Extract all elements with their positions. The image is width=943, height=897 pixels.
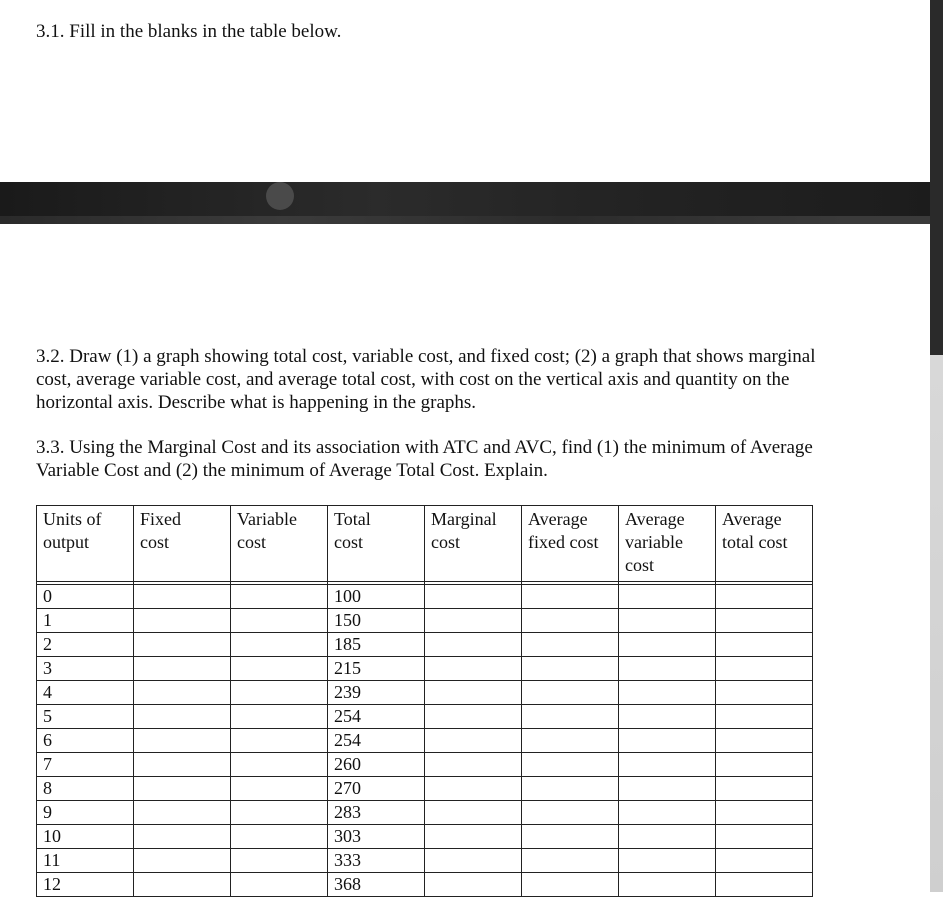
fixed-cost-cell: [134, 777, 231, 801]
variable-cost-cell: [231, 825, 328, 849]
total-cost-cell: 303: [328, 825, 425, 849]
marginal-cost-cell: [425, 873, 522, 897]
fixed-cost-cell: [134, 849, 231, 873]
average-fixed-cost-cell: [522, 873, 619, 897]
marginal-cost-cell: [425, 681, 522, 705]
table-row: [37, 729, 813, 753]
fixed-cost-cell: [134, 657, 231, 681]
units-cell: 9: [37, 801, 134, 825]
marginal-cost-cell: [425, 585, 522, 609]
header-marginal-cost: Marginal cost: [425, 506, 522, 582]
average-variable-cost-cell: [619, 657, 716, 681]
average-variable-cost-cell: [619, 873, 716, 897]
units-cell: 7: [37, 753, 134, 777]
banner-lower-edge: [0, 216, 943, 224]
units-cell: 0: [37, 585, 134, 609]
average-total-cost-cell: [716, 633, 813, 657]
fixed-cost-cell: [134, 705, 231, 729]
units-cell: 1: [37, 609, 134, 633]
header-fixed-cost: Fixed cost: [134, 506, 231, 582]
average-variable-cost-cell: [619, 825, 716, 849]
table-row: [37, 585, 813, 609]
table-row: [37, 657, 813, 681]
total-cost-cell: 270: [328, 777, 425, 801]
table-body: [37, 585, 813, 897]
average-fixed-cost-cell: [522, 609, 619, 633]
marginal-cost-cell: [425, 633, 522, 657]
average-fixed-cost-cell: [522, 825, 619, 849]
table-row: [37, 873, 813, 897]
table-row: [37, 705, 813, 729]
average-total-cost-cell: [716, 753, 813, 777]
variable-cost-cell: [231, 657, 328, 681]
header-average-fixed-cost: Average fixed cost: [522, 506, 619, 582]
total-cost-cell: 254: [328, 729, 425, 753]
average-variable-cost-cell: [619, 801, 716, 825]
variable-cost-cell: [231, 753, 328, 777]
variable-cost-cell: [231, 585, 328, 609]
variable-cost-cell: [231, 633, 328, 657]
average-total-cost-cell: [716, 873, 813, 897]
average-variable-cost-cell: [619, 705, 716, 729]
dark-banner-strip: [0, 182, 943, 224]
average-fixed-cost-cell: [522, 705, 619, 729]
variable-cost-cell: [231, 801, 328, 825]
variable-cost-cell: [231, 681, 328, 705]
average-variable-cost-cell: [619, 633, 716, 657]
header-average-variable-cost: Average variable cost: [619, 506, 716, 582]
average-variable-cost-cell: [619, 729, 716, 753]
variable-cost-cell: [231, 873, 328, 897]
question-3-3: 3.3. Using the Marginal Cost and its association with ATC and AVC, find (1) the minimum of Average Variable Cost and (2) the minimum of Average Total Cost. Explain.: [36, 437, 813, 481]
marginal-cost-cell: [425, 849, 522, 873]
header-variable-cost: Variable cost: [231, 506, 328, 582]
average-fixed-cost-cell: [522, 681, 619, 705]
units-cell: 10: [37, 825, 134, 849]
marginal-cost-cell: [425, 729, 522, 753]
table-row: [37, 609, 813, 633]
average-fixed-cost-cell: [522, 849, 619, 873]
table-row: [37, 849, 813, 873]
average-variable-cost-cell: [619, 777, 716, 801]
average-total-cost-cell: [716, 585, 813, 609]
average-variable-cost-cell: [619, 585, 716, 609]
average-fixed-cost-cell: [522, 777, 619, 801]
units-cell: 5: [37, 705, 134, 729]
units-cell: 11: [37, 849, 134, 873]
table-row: [37, 825, 813, 849]
average-total-cost-cell: [716, 681, 813, 705]
units-cell: 6: [37, 729, 134, 753]
units-cell: 2: [37, 633, 134, 657]
marginal-cost-cell: [425, 705, 522, 729]
total-cost-cell: 368: [328, 873, 425, 897]
total-cost-cell: 215: [328, 657, 425, 681]
total-cost-cell: 283: [328, 801, 425, 825]
table-row: [37, 681, 813, 705]
average-variable-cost-cell: [619, 849, 716, 873]
fixed-cost-cell: [134, 873, 231, 897]
total-cost-cell: 333: [328, 849, 425, 873]
units-cell: 8: [37, 777, 134, 801]
fixed-cost-cell: [134, 753, 231, 777]
units-cell: 4: [37, 681, 134, 705]
variable-cost-cell: [231, 849, 328, 873]
average-fixed-cost-cell: [522, 729, 619, 753]
average-total-cost-cell: [716, 705, 813, 729]
average-variable-cost-cell: [619, 753, 716, 777]
average-fixed-cost-cell: [522, 585, 619, 609]
marginal-cost-cell: [425, 825, 522, 849]
average-variable-cost-cell: [619, 609, 716, 633]
cost-table: [36, 505, 813, 897]
fixed-cost-cell: [134, 729, 231, 753]
fixed-cost-cell: [134, 801, 231, 825]
average-total-cost-cell: [716, 801, 813, 825]
marginal-cost-cell: [425, 801, 522, 825]
variable-cost-cell: [231, 729, 328, 753]
total-cost-cell: 150: [328, 609, 425, 633]
units-cell: 3: [37, 657, 134, 681]
fixed-cost-cell: [134, 585, 231, 609]
total-cost-cell: 254: [328, 705, 425, 729]
variable-cost-cell: [231, 777, 328, 801]
table-header-row: [37, 506, 813, 582]
total-cost-cell: 100: [328, 585, 425, 609]
fixed-cost-cell: [134, 825, 231, 849]
average-fixed-cost-cell: [522, 801, 619, 825]
table-row: [37, 753, 813, 777]
banner-dot-decoration: [266, 182, 294, 210]
marginal-cost-cell: [425, 657, 522, 681]
average-fixed-cost-cell: [522, 753, 619, 777]
header-total-cost: Total cost: [328, 506, 425, 582]
fixed-cost-cell: [134, 609, 231, 633]
fixed-cost-cell: [134, 681, 231, 705]
marginal-cost-cell: [425, 777, 522, 801]
average-total-cost-cell: [716, 777, 813, 801]
table-row: [37, 777, 813, 801]
units-cell: 12: [37, 873, 134, 897]
average-fixed-cost-cell: [522, 657, 619, 681]
scrollbar[interactable]: [930, 0, 943, 892]
question-3-2: 3.2. Draw (1) a graph showing total cost, variable cost, and fixed cost; (2) a graph that shows marginal cost, average variable cost, and average total cost, with cost on the vertical axis and quantity on the horizontal axis. Describe what is happening in the graphs.: [36, 346, 816, 413]
average-fixed-cost-cell: [522, 633, 619, 657]
header-units-of-output: Units of output: [37, 506, 134, 582]
total-cost-cell: 185: [328, 633, 425, 657]
average-total-cost-cell: [716, 729, 813, 753]
variable-cost-cell: [231, 609, 328, 633]
table-row: [37, 633, 813, 657]
variable-cost-cell: [231, 705, 328, 729]
total-cost-cell: 239: [328, 681, 425, 705]
average-total-cost-cell: [716, 849, 813, 873]
average-total-cost-cell: [716, 825, 813, 849]
table-row: [37, 801, 813, 825]
marginal-cost-cell: [425, 753, 522, 777]
marginal-cost-cell: [425, 609, 522, 633]
average-variable-cost-cell: [619, 681, 716, 705]
average-total-cost-cell: [716, 609, 813, 633]
question-3-1: 3.1. Fill in the blanks in the table below.: [36, 21, 342, 42]
fixed-cost-cell: [134, 633, 231, 657]
header-average-total-cost: Average total cost: [716, 506, 813, 582]
average-total-cost-cell: [716, 657, 813, 681]
total-cost-cell: 260: [328, 753, 425, 777]
